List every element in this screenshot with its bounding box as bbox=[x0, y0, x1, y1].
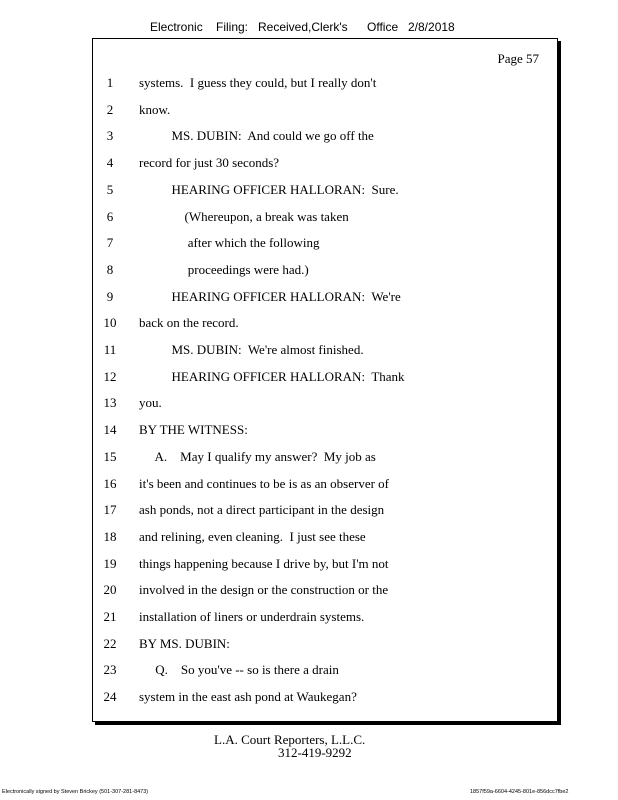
line-number: 14 bbox=[103, 422, 117, 438]
transcript-line bbox=[93, 181, 553, 199]
line-text: know. bbox=[139, 101, 171, 117]
transcript-line bbox=[93, 448, 553, 466]
line-number: 15 bbox=[103, 448, 117, 464]
transcript-line bbox=[93, 608, 553, 626]
line-text: system in the east ash pond at Waukegan? bbox=[139, 689, 357, 705]
header-office: Office bbox=[367, 20, 399, 34]
transcript-line bbox=[93, 661, 553, 679]
transcript-line bbox=[93, 555, 553, 573]
footer-company: L.A. Court Reporters, L.L.C. bbox=[214, 732, 366, 747]
transcript-line bbox=[93, 314, 553, 332]
transcript-line bbox=[93, 101, 553, 119]
transcript-line bbox=[93, 154, 553, 172]
line-number: 3 bbox=[106, 128, 114, 144]
line-number: 11 bbox=[103, 342, 117, 357]
line-text: things happening because I drive by, but I'm not bbox=[139, 555, 389, 571]
line-number: 19 bbox=[103, 555, 117, 571]
line-text: (Whereupon, a break was taken bbox=[139, 208, 349, 224]
transcript-page bbox=[92, 38, 558, 722]
footer-phone: 312-419-9292 bbox=[278, 745, 352, 760]
transcript-line bbox=[93, 208, 553, 226]
line-number: 4 bbox=[106, 155, 114, 171]
line-number: 20 bbox=[103, 582, 117, 598]
line-text: installation of liners or underdrain systems. bbox=[139, 609, 365, 624]
line-text: Q. So you've -- so is there a drain bbox=[139, 662, 339, 678]
line-number: 22 bbox=[103, 635, 117, 651]
line-number: 8 bbox=[106, 261, 114, 277]
line-text: and relining, even cleaning. I just see these bbox=[139, 528, 366, 544]
transcript-line bbox=[93, 475, 553, 493]
line-number: 6 bbox=[106, 208, 114, 224]
transcript-line bbox=[93, 261, 553, 279]
line-number: 24 bbox=[103, 689, 117, 705]
line-text: back on the record. bbox=[139, 315, 239, 331]
line-text: you. bbox=[139, 395, 162, 411]
transcript-line bbox=[93, 234, 553, 252]
line-number: 2 bbox=[106, 101, 114, 117]
line-number: 9 bbox=[106, 288, 114, 304]
header-electronic: Electronic bbox=[150, 20, 203, 34]
filing-header bbox=[0, 20, 618, 36]
page-number: Page 57 bbox=[497, 51, 539, 66]
signature-left: Electronically signed by Steven Brickey (501-307-281-8473) bbox=[2, 789, 149, 795]
line-number: 1 bbox=[106, 75, 114, 90]
line-number: 12 bbox=[103, 368, 117, 384]
transcript-line bbox=[93, 368, 553, 386]
transcript-line bbox=[93, 127, 553, 145]
header-filing: Filing: bbox=[216, 20, 249, 34]
line-text: HEARING OFFICER HALLORAN: Thank bbox=[139, 368, 405, 384]
line-text: HEARING OFFICER HALLORAN: Sure. bbox=[139, 181, 399, 197]
line-text: record for just 30 seconds? bbox=[139, 155, 280, 171]
line-text: HEARING OFFICER HALLORAN: We're bbox=[139, 288, 401, 304]
line-number: 23 bbox=[103, 662, 117, 678]
transcript-line bbox=[93, 501, 553, 519]
line-number: 13 bbox=[103, 395, 117, 411]
header-date: 2/8/2018 bbox=[408, 20, 455, 34]
transcript-line bbox=[93, 341, 553, 359]
header-received: Received,Clerk's bbox=[258, 20, 348, 34]
line-text: systems. I guess they could, but I really don't bbox=[139, 75, 377, 90]
line-text: BY THE WITNESS: bbox=[139, 422, 248, 438]
transcript-line bbox=[93, 688, 553, 706]
line-text: ash ponds, not a direct participant in the design bbox=[139, 502, 385, 518]
transcript-line bbox=[93, 635, 553, 653]
transcript-line bbox=[93, 581, 553, 599]
line-text: after which the following bbox=[139, 235, 320, 251]
line-number: 21 bbox=[103, 609, 117, 624]
line-number: 18 bbox=[103, 528, 117, 544]
signature-right: 1857f59a-6604-4245-801e-856dcc7fbe2 bbox=[470, 789, 569, 795]
transcript-line bbox=[93, 421, 553, 439]
line-number: 16 bbox=[103, 475, 117, 491]
line-number: 10 bbox=[103, 315, 117, 331]
line-text: it's been and continues to be is as an observer of bbox=[139, 475, 389, 491]
line-text: involved in the design or the construction or the bbox=[139, 582, 389, 598]
line-text: MS. DUBIN: We're almost finished. bbox=[139, 342, 364, 357]
line-text: MS. DUBIN: And could we go off the bbox=[139, 128, 374, 144]
line-text: proceedings were had.) bbox=[139, 261, 309, 277]
line-text: BY MS. DUBIN: bbox=[139, 635, 230, 651]
line-number: 7 bbox=[106, 235, 114, 251]
transcript-line bbox=[93, 288, 553, 306]
line-number: 5 bbox=[106, 181, 114, 197]
line-text: A. May I qualify my answer? My job as bbox=[139, 448, 376, 464]
transcript-line bbox=[93, 528, 553, 546]
transcript-line bbox=[93, 74, 553, 92]
line-number: 17 bbox=[103, 502, 117, 518]
transcript-line bbox=[93, 394, 553, 412]
